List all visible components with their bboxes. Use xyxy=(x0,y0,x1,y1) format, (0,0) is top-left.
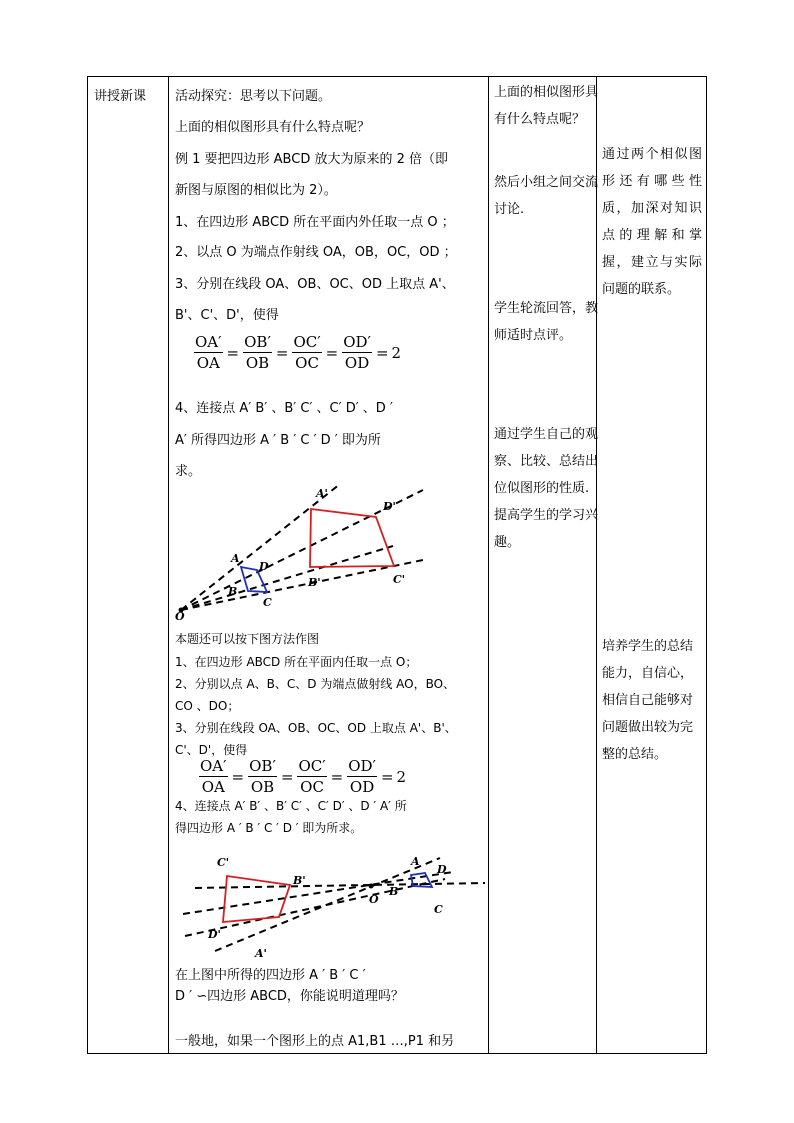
numerator: OC′ xyxy=(293,333,321,351)
text-line: 1、在四边形 ABCD 所在平面内外任取一点 O ； xyxy=(175,215,455,230)
column-divider xyxy=(488,77,489,1053)
text-line: 2、分别以点 A、B、C、D 为端点做射线 AO，BO、 xyxy=(175,677,456,691)
numerator: OA′ xyxy=(195,333,222,351)
label-b: B xyxy=(228,585,238,598)
design-intent-1: 通过两个相似图形还有哪些性质，加深对知识点的理解和掌握，建立与实际问题的联系。 xyxy=(602,147,702,297)
numerator: OD′ xyxy=(343,333,371,351)
column-divider xyxy=(596,77,597,1053)
homothety-figure-2 xyxy=(175,844,487,962)
label-o: O xyxy=(175,610,185,620)
text-line: 4、连接点 A′ B′ 、B′ C′ 、C′ D′ 、D ′ A′ 所 xyxy=(175,799,407,813)
text-line: 在上图中所得的四边形 A ′ B ′ C ′ xyxy=(175,968,366,983)
label-a-prime: A' xyxy=(316,487,328,500)
label-d-prime: D' xyxy=(208,928,221,941)
center-point xyxy=(369,884,374,889)
denominator: OD xyxy=(349,778,375,796)
enlarged-quadrilateral xyxy=(310,509,394,567)
homothety-figure-1 xyxy=(175,482,487,620)
text-line: 上面的相似图形具有什么特点呢？ xyxy=(175,120,371,135)
numerator: OB′ xyxy=(249,757,276,775)
label-d: D xyxy=(437,863,447,876)
numerator: OD′ xyxy=(348,757,376,775)
denominator: OC xyxy=(300,778,324,796)
text-line: 得四边形 A ′ B ′ C ′ D ′ 即为所求。 xyxy=(175,821,363,835)
numerator: OB′ xyxy=(244,333,271,351)
lesson-table xyxy=(87,76,707,1054)
student-activity-1: 上面的相似图形具有什么特点呢？ xyxy=(494,85,599,127)
label-c-prime: C' xyxy=(393,573,406,586)
ratio-formula: $\frac{OA'}{OA}$ = $\frac{OB'}{OB}$ = $\frac{OC'}{OC}$ = $\frac{OD'}{OD}$ = 2 xyxy=(195,333,402,372)
denominator: OB xyxy=(250,778,275,796)
ratio-formula-2: $\frac{OA'}{OA}$ = $\frac{OB'}{OB}$ = $\frac{OC'}{OC}$ = $\frac{OD'}{OD}$ = 2 xyxy=(200,757,407,796)
denominator: OA xyxy=(196,354,220,372)
text-line: D ′ ∽四边形 ABCD，你能说明道理吗？ xyxy=(175,989,404,1004)
text-line: C'、D'，使得 xyxy=(175,743,248,757)
label-b-prime: B' xyxy=(293,874,306,887)
formula-result: 2 xyxy=(396,767,407,786)
numerator: OA′ xyxy=(200,757,227,775)
label-d: D xyxy=(259,560,269,573)
student-activity-3: 学生轮流回答，教师适时点评。 xyxy=(494,301,599,343)
section-label: 讲授新课 xyxy=(94,89,147,104)
student-activity-2: 然后小组之间交流讨论. xyxy=(494,175,599,217)
text-line: B'、C'、D'，使得 xyxy=(175,308,279,323)
denominator: OD xyxy=(344,354,370,372)
denominator: OB xyxy=(245,354,270,372)
label-a: A xyxy=(231,552,240,565)
student-activity-4: 通过学生自己的观察、比较、总结出位似图形的性质.提高学生的学习兴趣。 xyxy=(494,427,599,550)
text-line: 1、在四边形 ABCD 所在平面内任取一点 O； xyxy=(175,655,418,669)
denominator: OC xyxy=(295,354,319,372)
text-line: 一般地，如果一个图形上的点 A1,B1 …,P1 和另 xyxy=(175,1034,455,1049)
label-b: B xyxy=(389,885,399,898)
text-line: CO 、DO； xyxy=(175,699,240,713)
label-b-prime: B' xyxy=(308,576,321,589)
denominator: OA xyxy=(201,778,225,796)
text-line: 活动探究：思考以下问题。 xyxy=(175,89,332,104)
label-o: O xyxy=(369,893,379,906)
label-c: C xyxy=(263,596,272,609)
label-c: C xyxy=(434,903,443,916)
column-divider xyxy=(168,77,169,1053)
text-line: 例 1 要把四边形 ABCD 放大为原来的 2 倍（即 xyxy=(175,152,449,167)
numerator: OC′ xyxy=(298,757,326,775)
label-a-prime: A' xyxy=(255,947,267,960)
text-line: 3、分别在线段 OA、OB、OC、OD 上取点 A'、B'、 xyxy=(175,721,457,735)
text-line: 新图与原图的相似比为 2）。 xyxy=(175,183,337,198)
text-line: 求。 xyxy=(175,464,202,479)
label-c-prime: C' xyxy=(217,856,230,869)
text-line: 2、以点 O 为端点作射线 OA，OB，OC，OD ； xyxy=(175,245,457,260)
text-line: 4、连接点 A′ B′ 、B′ C′ 、C′ D′ 、D ′ xyxy=(175,401,393,416)
formula-result: 2 xyxy=(391,343,402,362)
label-a: A xyxy=(411,855,420,868)
text-line: 本题还可以按下图方法作图 xyxy=(175,632,320,646)
label-d-prime: D' xyxy=(383,500,396,513)
text-line: A′ 所得四边形 A ′ B ′ C ′ D ′ 即为所 xyxy=(175,433,381,448)
text-line: 3、分别在线段 OA、OB、OC、OD 上取点 A'、 xyxy=(175,277,455,292)
design-intent-2: 培养学生的总结能力，自信心，相信自己能够对问题做出较为完整的总结。 xyxy=(602,639,694,762)
